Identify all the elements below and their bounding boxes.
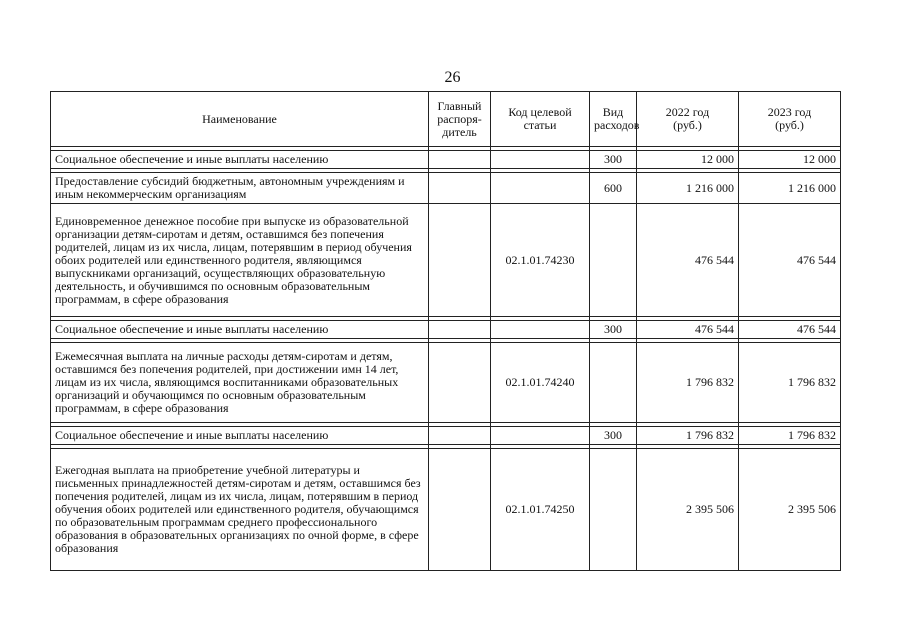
row-2023: 12 000 (739, 151, 841, 169)
row-2023: 1 216 000 (739, 173, 841, 204)
table-row (51, 151, 841, 169)
row-name: Социальное обеспечение и иные выплаты населению (51, 321, 429, 339)
row-vid (590, 343, 637, 423)
row-2023: 476 544 (739, 204, 841, 317)
row-kod (491, 151, 590, 169)
row-2023: 1 796 832 (739, 427, 841, 445)
row-vid: 300 (590, 151, 637, 169)
row-vid: 300 (590, 427, 637, 445)
row-name: Социальное обеспечение и иные выплаты населению (51, 427, 429, 445)
row-name: Социальное обеспечение и иные выплаты населению (51, 151, 429, 169)
row-2022: 12 000 (637, 151, 739, 169)
page-number: 26 (444, 69, 461, 86)
row-glav (429, 449, 491, 571)
header-glav: Главный распоря- дитель (429, 92, 491, 147)
row-name: Предоставление субсидий бюджетным, автономным учреждениям и иным некоммерческим организациям (51, 173, 429, 204)
row-2022: 476 544 (637, 204, 739, 317)
row-vid (590, 449, 637, 571)
row-vid: 300 (590, 321, 637, 339)
header-2022: 2022 год (руб.) (637, 92, 739, 147)
budget-table (50, 91, 841, 571)
row-vid (590, 204, 637, 317)
row-glav (429, 173, 491, 204)
row-glav (429, 321, 491, 339)
row-kod (491, 427, 590, 445)
row-kod: 02.1.01.74250 (491, 449, 590, 571)
row-kod: 02.1.01.74240 (491, 343, 590, 423)
header-name: Наименование (51, 92, 429, 147)
header-vid: Вид расходов (590, 92, 637, 147)
row-2023: 476 544 (739, 321, 841, 339)
row-2022: 1 796 832 (637, 427, 739, 445)
row-name: Ежегодная выплата на приобретение учебной литературы и письменных принадлежностей детям-сиротам и детям, оставшимся без попечения родителей, лицам из их числа, лицам, потерявшим в период обучения обоих родителей или единственного родителя, обучающимся по образовательным программам среднего профессионального образования в образовательных организациях по очной форме, в сфере образования (51, 449, 429, 571)
table-body (51, 147, 841, 571)
table-row (51, 449, 841, 571)
row-2023: 2 395 506 (739, 449, 841, 571)
row-kod (491, 173, 590, 204)
row-2023: 1 796 832 (739, 343, 841, 423)
table-row (51, 321, 841, 339)
row-glav (429, 151, 491, 169)
row-glav (429, 204, 491, 317)
row-name: Ежемесячная выплата на личные расходы детям-сиротам и детям, оставшимся без попечения родителей, при достижении имн 14 лет, лицам из их числа, являющимся воспитанниками образовательных организаций и обучающимся по основным образовательным программам, в сфере образования (51, 343, 429, 423)
row-2022: 1 796 832 (637, 343, 739, 423)
header-2023: 2023 год (руб.) (739, 92, 841, 147)
row-2022: 476 544 (637, 321, 739, 339)
row-2022: 1 216 000 (637, 173, 739, 204)
row-2022: 2 395 506 (637, 449, 739, 571)
table-header (51, 92, 841, 147)
row-name: Единовременное денежное пособие при выпуске из образовательной организации детям-сиротам и детям, оставшимся без попечения родителей, лицам из их числа, лицам, потерявшим в период обучения обоих родителей или единственного родителя, являющимся выпускниками организаций, осуществляющих образовательную деятельность, и обучившимся по основным образовательным программам, в сфере образования (51, 204, 429, 317)
row-vid: 600 (590, 173, 637, 204)
row-kod (491, 321, 590, 339)
table-row (51, 173, 841, 204)
table-row (51, 204, 841, 317)
header-kod: Код целевой статьи (491, 92, 590, 147)
row-glav (429, 343, 491, 423)
row-glav (429, 427, 491, 445)
table-row (51, 427, 841, 445)
table-row (51, 343, 841, 423)
row-kod: 02.1.01.74230 (491, 204, 590, 317)
